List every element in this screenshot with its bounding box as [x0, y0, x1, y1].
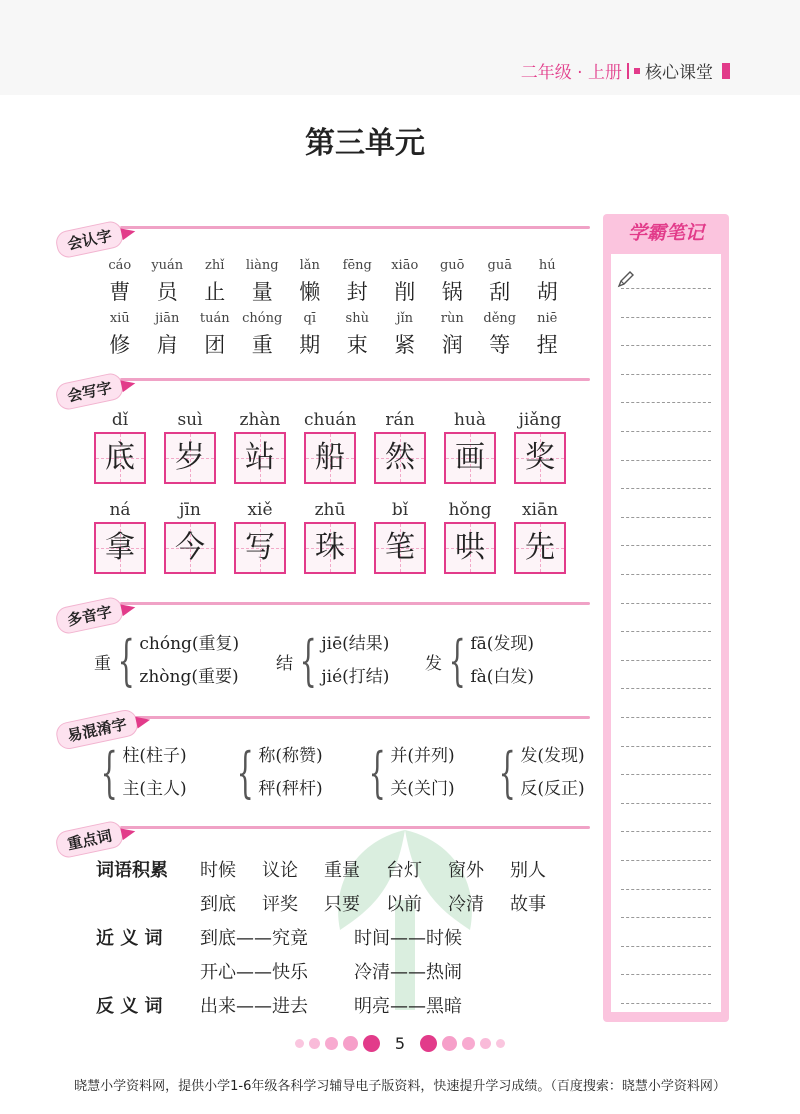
pinyin: ná — [109, 500, 131, 520]
confusing-char: 反(反正) — [520, 779, 585, 799]
confusing-char: 关(关门) — [390, 779, 455, 799]
recognize-char — [476, 311, 524, 359]
accumulate-row-2 — [200, 890, 546, 916]
recognize-char — [524, 258, 572, 306]
confusing-group — [96, 740, 187, 806]
pinyin: qī — [303, 311, 316, 326]
tianzige-box — [514, 432, 566, 484]
write-char — [444, 500, 496, 574]
vocab-word: 时候 — [200, 860, 236, 881]
notes-dotted-line — [621, 288, 711, 289]
section-tag-recognize: 会认字 — [54, 219, 125, 259]
notes-dotted-line — [621, 345, 711, 346]
hanzi: 员 — [156, 280, 178, 304]
notes-dotted-line — [621, 717, 711, 718]
synonym-row-2 — [200, 958, 462, 984]
tianzige-box — [164, 432, 216, 484]
hanzi: 紧 — [394, 333, 416, 357]
section-divider — [120, 716, 590, 719]
notes-dotted-line — [621, 545, 711, 546]
tianzige-box — [374, 522, 426, 574]
notes-dotted-line — [621, 460, 711, 461]
pinyin: suì — [177, 410, 203, 430]
vocab-word: 别人 — [510, 860, 546, 881]
notes-dotted-line — [621, 402, 711, 403]
dot-icon — [309, 1038, 320, 1049]
tianzige-box — [444, 432, 496, 484]
tianzige-box — [94, 522, 146, 574]
synonym-row-1 — [200, 924, 462, 950]
pinyin: rán — [385, 410, 415, 430]
pinyin: guā — [487, 258, 512, 273]
confusing-group — [494, 740, 585, 806]
notes-dotted-line — [621, 946, 711, 947]
dot-icon — [343, 1036, 358, 1051]
hanzi: 曹 — [109, 280, 131, 304]
hanzi: 底 — [105, 440, 135, 475]
dot-icon — [295, 1039, 304, 1048]
pinyin: chuán — [304, 410, 357, 430]
pinyin: xiě — [247, 500, 273, 520]
vocab-word: 到底——究竟 — [200, 928, 308, 949]
hanzi: 止 — [204, 280, 226, 304]
hanzi: 修 — [109, 333, 131, 357]
vocab-word: 时间——时候 — [354, 928, 462, 949]
page-number-bar — [0, 1034, 800, 1053]
write-row-1 — [94, 410, 566, 484]
hanzi: 肩 — [156, 333, 178, 357]
tianzige-box — [514, 522, 566, 574]
section-divider — [120, 226, 590, 229]
recognize-char — [144, 258, 192, 306]
write-char — [94, 410, 146, 484]
recognize-char — [429, 258, 477, 306]
notes-dotted-line — [621, 660, 711, 661]
pinyin: huà — [453, 410, 487, 430]
pinyin: jiǎng — [518, 410, 562, 430]
polyphone-reading: fà(白发) — [470, 667, 535, 687]
hanzi: 封 — [346, 280, 368, 304]
pinyin: yuán — [151, 258, 184, 273]
vocab-word: 评奖 — [262, 894, 298, 915]
write-row-2 — [94, 500, 566, 574]
brace-icon: { — [448, 629, 466, 692]
hanzi: 润 — [441, 333, 463, 357]
confusing-group — [364, 740, 455, 806]
write-char — [444, 410, 496, 484]
notes-dotted-line — [621, 631, 711, 632]
recognize-char — [334, 311, 382, 359]
recognize-row-1 — [96, 258, 571, 306]
notes-dotted-line — [621, 917, 711, 918]
antonym-row-1 — [200, 992, 462, 1018]
write-char — [164, 410, 216, 484]
notes-writing-area[interactable] — [611, 254, 721, 1012]
polyphone-reading: chóng(重复) — [139, 634, 240, 654]
confusing-char: 秤(秤杆) — [258, 779, 323, 799]
polyphone-reading: jié(打结) — [321, 667, 390, 687]
notes-dotted-line — [621, 431, 711, 432]
hanzi: 量 — [251, 280, 273, 304]
polyphone-head: 重 — [94, 653, 111, 674]
write-char — [234, 500, 286, 574]
hanzi: 等 — [489, 333, 511, 357]
recognize-char — [381, 258, 429, 306]
vocab-word: 以前 — [386, 894, 422, 915]
hanzi: 画 — [455, 440, 485, 475]
pinyin: dǐ — [111, 410, 129, 430]
section-tag-keywords: 重点词 — [54, 819, 125, 859]
tianzige-box — [234, 522, 286, 574]
notes-dotted-line — [621, 889, 711, 890]
tianzige-box — [94, 432, 146, 484]
dot-icon — [462, 1037, 475, 1050]
section-divider — [120, 602, 590, 605]
hanzi: 岁 — [175, 440, 205, 475]
hanzi: 然 — [385, 440, 415, 475]
tianzige-box — [304, 522, 356, 574]
vocab-word: 议论 — [262, 860, 298, 881]
tianzige-box — [234, 432, 286, 484]
pinyin: xiān — [521, 500, 559, 520]
hanzi: 束 — [346, 333, 368, 357]
recognize-char — [429, 311, 477, 359]
write-char — [94, 500, 146, 574]
hanzi: 哄 — [455, 530, 485, 565]
hanzi: 写 — [245, 530, 275, 565]
pinyin: lǎn — [299, 258, 320, 273]
notes-dotted-line — [621, 517, 711, 518]
polyphone-reading: jiē(结果) — [321, 634, 390, 654]
notes-title: 学霸笔记 — [627, 222, 704, 244]
recognize-row-2 — [96, 311, 571, 359]
brace-icon: { — [236, 741, 254, 804]
pinyin: liàng — [245, 258, 279, 273]
tianzige-box — [444, 522, 496, 574]
vocab-word: 窗外 — [448, 860, 484, 881]
notes-dotted-line — [621, 774, 711, 775]
dot-icon — [496, 1039, 505, 1048]
pinyin: jǐn — [396, 311, 414, 326]
label-synonym: 近 义 词 — [96, 928, 163, 949]
notes-dotted-line — [621, 574, 711, 575]
hanzi: 懒 — [299, 280, 321, 304]
write-char — [514, 500, 566, 574]
notes-dotted-line — [621, 974, 711, 975]
label-accumulate: 词语积累 — [96, 860, 168, 881]
tianzige-box — [374, 432, 426, 484]
vocab-word: 出来——进去 — [200, 996, 308, 1017]
dot-icon — [325, 1037, 338, 1050]
pinyin: tuán — [199, 311, 230, 326]
recognize-char — [144, 311, 192, 359]
header-square-icon — [634, 68, 640, 74]
pinyin: guō — [439, 258, 465, 273]
notes-dotted-line — [621, 374, 711, 375]
recognize-char — [96, 311, 144, 359]
notes-dotted-line — [621, 317, 711, 318]
section-tag-write: 会写字 — [54, 371, 125, 411]
notes-dotted-line — [621, 488, 711, 489]
vocab-word: 冷清 — [448, 894, 484, 915]
pinyin: niē — [537, 311, 558, 326]
dot-icon — [442, 1036, 457, 1051]
notes-dotted-line — [621, 603, 711, 604]
vocab-word: 明亮——黑暗 — [354, 996, 462, 1017]
hanzi: 先 — [525, 530, 555, 565]
brand-label: 核心课堂 — [645, 63, 713, 83]
notes-dotted-line — [621, 831, 711, 832]
hanzi: 笔 — [385, 530, 415, 565]
write-char — [374, 500, 426, 574]
confusing-char: 并(并列) — [390, 746, 455, 766]
polyphone-head: 发 — [425, 653, 442, 674]
dot-icon — [363, 1035, 380, 1052]
brace-icon: { — [498, 741, 516, 804]
notes-dotted-line — [621, 1003, 711, 1004]
vocab-word: 只要 — [324, 894, 360, 915]
pinyin: rùn — [440, 311, 464, 326]
pinyin: chóng — [242, 311, 283, 326]
section-divider — [120, 378, 590, 381]
vocab-word: 到底 — [200, 894, 236, 915]
recognize-char — [96, 258, 144, 306]
notes-dotted-line — [621, 688, 711, 689]
header-bar-icon — [722, 63, 730, 79]
dot-icon — [480, 1038, 491, 1049]
pinyin: xiāo — [391, 258, 419, 273]
footer-note: 晓慧小学资料网，提供小学1-6年级各科学习辅导电子版资料，快速提升学习成绩。（百度搜索：晓慧小学资料网） — [74, 1079, 726, 1094]
confusing-char: 柱(柱子) — [122, 746, 187, 766]
pinyin: fēng — [342, 258, 372, 273]
confusing-char: 主(主人) — [122, 779, 187, 799]
recognize-char — [334, 258, 382, 306]
recognize-char — [286, 311, 334, 359]
brace-icon: { — [117, 629, 135, 692]
polyphone-head: 结 — [276, 653, 293, 674]
write-char — [304, 410, 356, 484]
pinyin: cáo — [108, 258, 132, 273]
pinyin: zhū — [314, 500, 346, 520]
recognize-char — [286, 258, 334, 306]
grade-label: 二年级 · 上册 — [520, 63, 622, 83]
polyphone-group — [425, 628, 534, 694]
recognize-char — [524, 311, 572, 359]
hanzi: 削 — [394, 280, 416, 304]
notes-dotted-line — [621, 860, 711, 861]
vocab-word: 故事 — [510, 894, 546, 915]
write-char — [514, 410, 566, 484]
recognize-char — [239, 311, 287, 359]
pinyin: zhàn — [239, 410, 281, 430]
write-char — [304, 500, 356, 574]
recognize-char — [381, 311, 429, 359]
polyphone-group — [276, 628, 389, 694]
hanzi: 捏 — [536, 333, 558, 357]
hanzi: 团 — [204, 333, 226, 357]
accumulate-row-1 — [200, 856, 546, 882]
pinyin: bǐ — [391, 500, 409, 520]
brace-icon: { — [100, 741, 118, 804]
pinyin: xiū — [109, 311, 130, 326]
label-antonym: 反 义 词 — [96, 996, 163, 1017]
dot-icon — [420, 1035, 437, 1052]
page-title: 第三单元 — [305, 126, 425, 161]
pencil-icon — [617, 270, 635, 288]
polyphone-group — [94, 628, 239, 694]
hanzi: 期 — [299, 333, 321, 357]
confusing-char: 称(称赞) — [258, 746, 323, 766]
hanzi: 今 — [175, 530, 205, 565]
tianzige-box — [164, 522, 216, 574]
hanzi: 刮 — [489, 280, 511, 304]
notes-dotted-line — [621, 746, 711, 747]
vocab-word: 冷清——热闹 — [354, 962, 462, 983]
recognize-char — [239, 258, 287, 306]
page-number: 5 — [394, 1034, 406, 1053]
write-char — [164, 500, 216, 574]
notes-panel — [603, 214, 729, 1022]
pinyin: hú — [538, 258, 556, 273]
pinyin: jiān — [155, 311, 180, 326]
vocab-word: 开心——快乐 — [200, 962, 308, 983]
pinyin: děng — [483, 311, 517, 326]
hanzi: 拿 — [105, 530, 135, 565]
brace-icon: { — [368, 741, 386, 804]
hanzi: 珠 — [315, 530, 345, 565]
pinyin: hǒng — [448, 500, 492, 520]
pinyin: zhǐ — [205, 258, 225, 273]
page-header — [521, 58, 730, 83]
tianzige-box — [304, 432, 356, 484]
section-tag-polyphone: 多音字 — [54, 595, 125, 635]
hanzi: 重 — [251, 333, 273, 357]
recognize-char — [191, 258, 239, 306]
confusing-group — [232, 740, 323, 806]
polyphone-reading: zhòng(重要) — [139, 667, 239, 687]
section-tag-confusing: 易混淆字 — [54, 708, 140, 751]
hanzi: 站 — [245, 440, 275, 475]
vocab-word: 重量 — [324, 860, 360, 881]
write-char — [234, 410, 286, 484]
confusing-char: 发(发现) — [520, 746, 585, 766]
vocab-word: 台灯 — [386, 860, 422, 881]
pinyin: jīn — [179, 500, 201, 520]
hanzi: 船 — [315, 440, 345, 475]
hanzi: 锅 — [441, 280, 463, 304]
notes-dotted-line — [621, 803, 711, 804]
write-char — [374, 410, 426, 484]
brace-icon: { — [299, 629, 317, 692]
recognize-char — [191, 311, 239, 359]
hanzi: 奖 — [525, 440, 555, 475]
recognize-char — [476, 258, 524, 306]
polyphone-reading: fā(发现) — [470, 634, 535, 654]
header-separator — [627, 63, 629, 79]
hanzi: 胡 — [536, 280, 558, 304]
pinyin: shù — [345, 311, 369, 326]
